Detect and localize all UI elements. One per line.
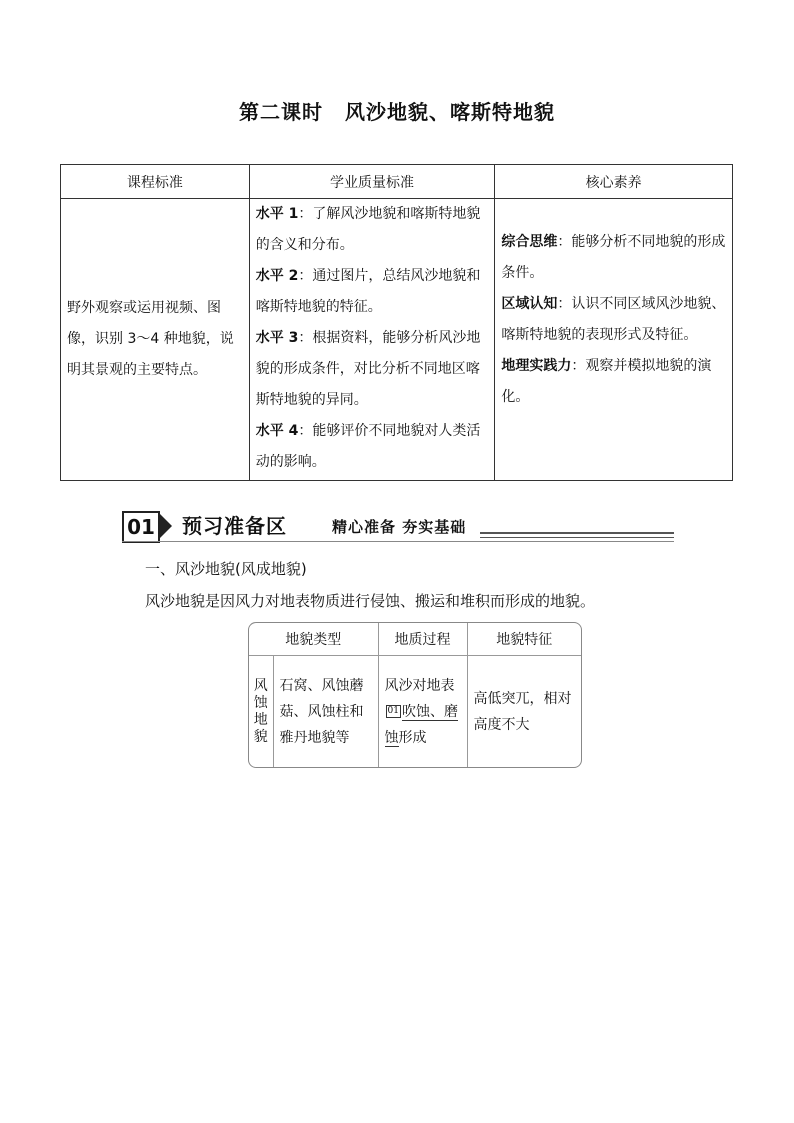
core-literacy-cell	[495, 199, 733, 481]
landform-table	[248, 622, 582, 768]
course-standard-cell: 野外观察或运用视频、图像，识别 3～4 种地貌，说明其景观的主要特点。	[61, 199, 250, 481]
level-3: 水平 3：根据资料，能够分析风沙地貌的形成条件，对比分析不同地区喀斯特地貌的异同。	[255, 330, 481, 408]
header-quality-standard: 学业质量标准	[249, 165, 495, 199]
arrow-icon	[160, 514, 172, 538]
literacy-2: 区域认知：认识不同区域风沙地貌、喀斯特地貌的表现形式及特征。	[501, 296, 726, 343]
types-cell: 石窝、风蚀蘑菇、风蚀柱和雅丹地貌等	[273, 656, 378, 768]
standards-table	[60, 164, 733, 481]
title-part1: 第二课时	[239, 100, 323, 124]
banner-underline	[122, 541, 674, 542]
intro-paragraph: 风沙地貌是因风力对地表物质进行侵蚀、搬运和堆积而形成的地貌。	[145, 592, 596, 610]
section-number: 01	[122, 511, 160, 543]
literacy-3: 地理实践力：观察并模拟地貌的演化。	[501, 358, 712, 405]
blank-number-badge: 01	[387, 706, 399, 716]
process-cell: 风沙对地表01 吹蚀、磨蚀形成	[378, 656, 467, 768]
header-core-literacy: 核心素养	[495, 165, 733, 199]
level-4: 水平 4：能够评价不同地貌对人类活动的影响。	[255, 423, 481, 470]
fill-in-answer: 吹蚀、磨蚀	[384, 703, 458, 746]
level-1: 水平 1：了解风沙地貌和喀斯特地貌的含义和分布。	[255, 206, 481, 253]
header-geologic-process: 地质过程	[378, 623, 467, 656]
quality-standard-cell	[249, 199, 495, 481]
category-cell: 风蚀地貌	[249, 656, 273, 768]
header-course-standard: 课程标准	[61, 165, 250, 199]
section-heading: 一、风沙地貌(风成地貌)	[145, 560, 307, 578]
section-subtitle: 精心准备 夯实基础	[332, 518, 467, 536]
literacy-1: 综合思维：能够分析不同地貌的形成条件。	[501, 234, 726, 281]
feature-cell: 高低突兀，相对高度不大	[467, 656, 581, 768]
level-2: 水平 2：通过图片，总结风沙地貌和喀斯特地貌的特征。	[255, 268, 481, 315]
section-banner	[122, 508, 674, 544]
banner-rule-thin	[480, 537, 674, 538]
page-title	[0, 96, 794, 125]
header-landform-type: 地貌类型	[249, 623, 378, 656]
section-name: 预习准备区	[182, 514, 287, 538]
header-landform-feature: 地貌特征	[467, 623, 581, 656]
banner-rule	[480, 532, 674, 534]
title-part2: 风沙地貌、喀斯特地貌	[345, 100, 555, 124]
